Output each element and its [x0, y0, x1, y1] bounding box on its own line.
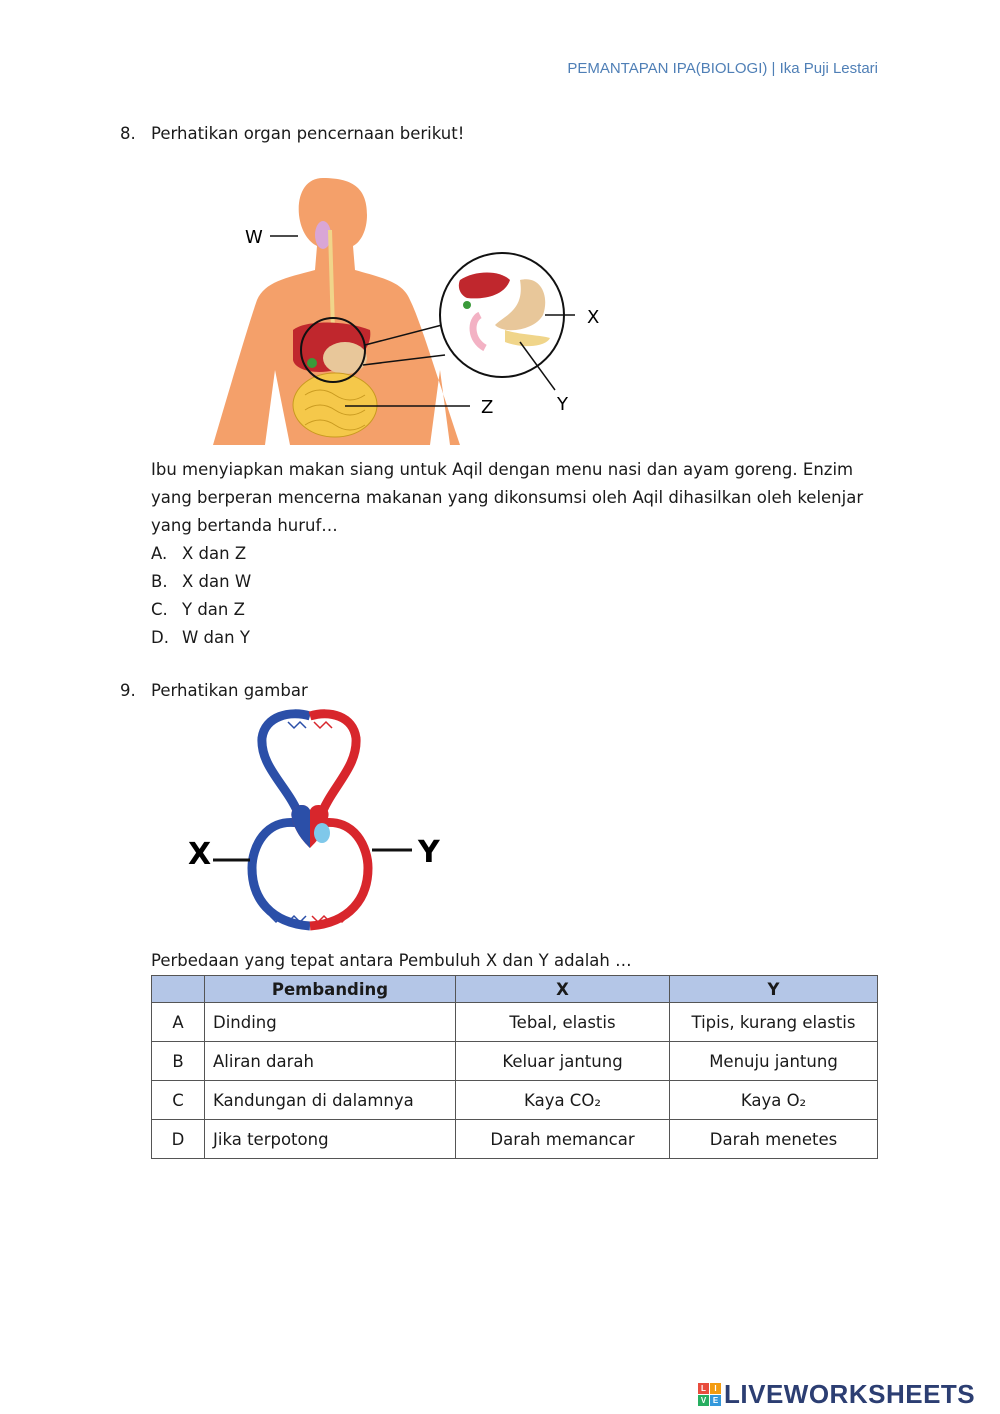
pulmonary-artery-loop	[310, 714, 356, 818]
option-d[interactable]: D. W dan Y	[151, 628, 250, 647]
pulmonary-vein-loop	[262, 714, 310, 818]
header-pembanding: Pembanding	[205, 976, 456, 1003]
label-x: X	[188, 837, 212, 872]
question-8-options	[151, 540, 251, 652]
table-row[interactable]: D Jika terpotong Darah memancar Darah menetes	[152, 1120, 878, 1159]
table-row[interactable]: A Dinding Tebal, elastis Tipis, kurang elastis	[152, 1003, 878, 1042]
question-9-prompt: Perhatikan gambar	[151, 681, 308, 700]
liveworksheets-icon: L I V E	[698, 1383, 721, 1406]
label-y: Y	[557, 394, 568, 415]
liveworksheets-logo[interactable]	[698, 1374, 975, 1414]
option-b[interactable]: B. X dan W	[151, 572, 252, 591]
option-a[interactable]: A. X dan Z	[151, 544, 247, 563]
header-x: X	[456, 976, 670, 1003]
comparison-table	[151, 975, 878, 1159]
table-row[interactable]: B Aliran darah Keluar jantung Menuju jantung	[152, 1042, 878, 1081]
question-8-prompt: Perhatikan organ pencernaan berikut!	[151, 124, 465, 143]
table-header-row	[152, 976, 878, 1003]
page-header: PEMANTAPAN IPA(BIOLOGI) | Ika Puji Lestari	[567, 60, 878, 77]
label-y: Y	[418, 835, 440, 870]
circulation-figure	[180, 708, 450, 940]
digestive-system-figure	[205, 170, 635, 445]
liveworksheets-wordmark: LIVEWORKSHEETS	[724, 1378, 976, 1409]
question-8-paragraph: Ibu menyiapkan makan siang untuk Aqil dengan menu nasi dan ayam goreng. Enzim yang berperan mencerna makanan yang dikonsumsi oleh Aqil dihasilkan oleh kelenjar yang bertanda huruf…	[151, 460, 864, 535]
option-c[interactable]: C. Y dan Z	[151, 600, 245, 619]
question-9-number: 9.	[120, 681, 136, 700]
label-w: W	[245, 227, 263, 248]
header-y: Y	[670, 976, 878, 1003]
capillaries-top	[288, 722, 332, 728]
table-row[interactable]: C Kandungan di dalamnya Kaya CO₂ Kaya O₂	[152, 1081, 878, 1120]
question-9-text: Perbedaan yang tepat antara Pembuluh X dan Y adalah …	[151, 951, 632, 970]
stomach	[323, 342, 367, 374]
gall-bladder	[307, 358, 317, 368]
header-letter	[152, 976, 205, 1003]
label-z: Z	[481, 397, 494, 418]
label-x: X	[587, 307, 600, 328]
question-8-number: 8.	[120, 124, 136, 143]
